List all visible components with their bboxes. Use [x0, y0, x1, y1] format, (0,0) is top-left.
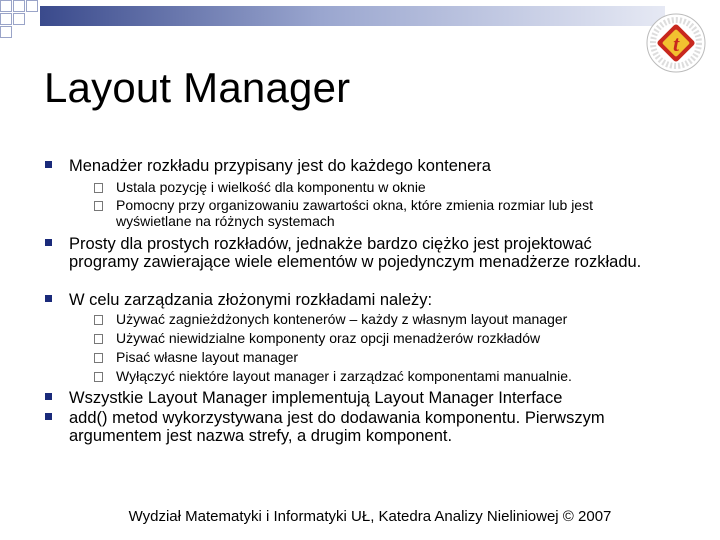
sub-bullet-item — [116, 180, 656, 196]
bullet-text: Menadżer rozkładu przypisany jest do każdego kontenera — [69, 157, 491, 175]
footer-text: Wydział Matematyki i Informatyki UŁ, Katedra Analizy Nieliniowej © 2007 — [128, 508, 612, 525]
hollow-square-bullet-icon — [94, 315, 103, 325]
bullet-text: Pomocny przy organizowaniu zawartości okna, które zmienia rozmiar lub jest wyświetlane na różnych systemach — [116, 197, 593, 229]
sub-bullet-item — [116, 369, 656, 385]
bullet-item — [69, 409, 664, 445]
square-bullet-icon — [45, 295, 52, 302]
slide-title: Layout Manager — [44, 64, 351, 111]
bullet-item — [69, 235, 664, 271]
sub-bullet-item — [116, 312, 656, 328]
square-bullet-icon — [45, 161, 52, 168]
bullet-item — [69, 291, 664, 309]
sub-bullet-item — [116, 331, 656, 347]
square-bullet-icon — [45, 393, 52, 400]
hollow-square-bullet-icon — [94, 334, 103, 344]
bullet-text: Pisać własne layout manager — [116, 349, 299, 365]
bullet-text: W celu zarządzania złożonymi rozkładami należy: — [69, 291, 433, 309]
university-logo — [645, 12, 707, 74]
hollow-square-bullet-icon — [94, 183, 103, 193]
square-bullet-icon — [45, 239, 52, 246]
sub-bullet-item — [116, 350, 656, 366]
bullet-text: Prosty dla prostych rozkładów, jednakże bardzo ciężko jest projektować programy zawierające wiele elementów w pojedynczym menadżerze rozkładu. — [69, 235, 642, 271]
bullet-item — [69, 157, 664, 175]
header-gradient-bar — [40, 6, 665, 26]
bullet-text: Używać zagnieżdżonych kontenerów – każdy z własnym layout manager — [116, 311, 568, 327]
sub-bullet-item — [116, 198, 656, 229]
hollow-square-bullet-icon — [94, 353, 103, 363]
square-bullet-icon — [45, 413, 52, 420]
bullet-item — [69, 389, 664, 407]
svg-text:t: t — [672, 31, 680, 56]
bullet-text: add() metod wykorzystywana jest do dodawania komponentu. Pierwszym argumentem jest nazwa strefy, a drugim komponent. — [69, 409, 605, 445]
bullet-text: Używać niewidzialne komponenty oraz opcji menadżerów rozkładów — [116, 330, 541, 346]
hollow-square-bullet-icon — [94, 372, 103, 382]
bullet-text: Wyłączyć niektóre layout manager i zarządzać komponentami manualnie. — [116, 368, 572, 384]
bullet-text: Wszystkie Layout Manager implementują Layout Manager Interface — [69, 389, 563, 407]
hollow-square-bullet-icon — [94, 201, 103, 211]
bullet-text: Ustala pozycję i wielkość dla komponentu w oknie — [116, 179, 426, 195]
